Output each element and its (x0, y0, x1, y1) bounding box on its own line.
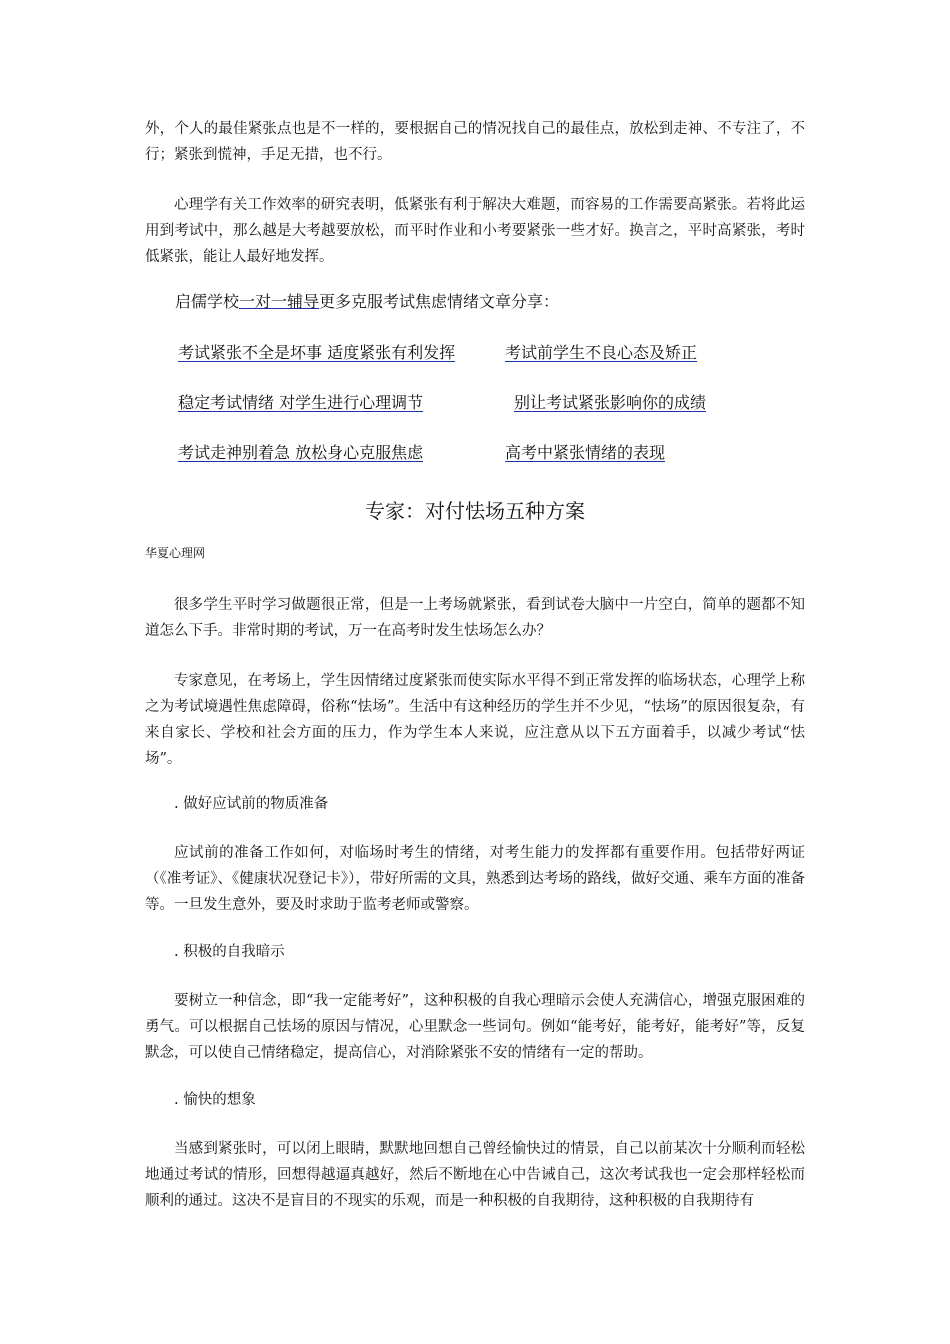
body-paragraph: 应试前的准备工作如何，对临场时考生的情绪，对考生能力的发挥都有重要作用。包括带好两证（《准考证》、《健康状况登记卡》），带好所需的文具，熟悉到达考场的路线，做好交通、乘车方面的准备等。一旦发生意外，要及时求助于监考老师或警察。 (145, 845, 805, 913)
promo-line (175, 291, 559, 313)
related-article-link[interactable]: 别让考试紧张影响你的成绩 (514, 393, 707, 412)
section-heading: . 做好应试前的物质准备 (174, 796, 329, 812)
body-paragraph: 专家意见，在考场上，学生因情绪过度紧张而使实际水平得不到正常发挥的临场状态，心理学上称之为考试境遇性焦虑障碍，俗称“怯场”。生活中有这种经历的学生并不少见，“怯场”的原因很复杂，有来自家长、学校和社会方面的压力，作为学生本人来说，应注意从以下五方面着手，以减少考试“怯场”。 (145, 673, 805, 767)
promo-suffix: 更多克服考试焦虑情绪文章分享： (319, 292, 560, 311)
section-heading: . 积极的自我暗示 (174, 944, 285, 960)
section-heading: . 愉快的想象 (174, 1092, 256, 1108)
body-paragraph: 外，个人的最佳紧张点也是不一样的，要根据自己的情况找自己的最佳点，放松到走神、不专注了，不行；紧张到慌神，手足无措，也不行。 (145, 121, 805, 163)
body-paragraph: 要树立一种信念，即“我一定能考好”，这种积极的自我心理暗示会使人充满信心，增强克服困难的勇气。可以根据自己怯场的原因与情况，心里默念一些词句。例如“能考好，能考好，能考好”等，反复默念，可以使自己情绪稳定，提高信心，对消除紧张不安的情绪有一定的帮助。 (145, 993, 805, 1061)
tutoring-link[interactable]: 一对一辅导 (239, 292, 320, 311)
article-title: 专家：对付怯场五种方案 (365, 499, 585, 523)
related-article-link[interactable]: 稳定考试情绪 对学生进行心理调节 (178, 393, 424, 412)
body-paragraph: 很多学生平时学习做题很正常，但是一上考场就紧张，看到试卷大脑中一片空白，简单的题都不知道怎么下手。非常时期的考试，万一在高考时发生怯场怎么办？ (145, 597, 805, 639)
related-article-link[interactable]: 考试紧张不全是坏事 适度紧张有利发挥 (178, 343, 456, 362)
article-source: 华夏心理网 (145, 546, 206, 560)
body-paragraph: 心理学有关工作效率的研究表明，低紧张有利于解决大难题，而容易的工作需要高紧张。若将此运用到考试中，那么越是大考越要放松，而平时作业和小考要紧张一些才好。换言之，平时高紧张，考时低紧张，能让人最好地发挥。 (145, 197, 805, 265)
related-article-link[interactable]: 考试走神别着急 放松身心克服焦虑 (178, 443, 424, 462)
related-article-link[interactable]: 高考中紧张情绪的表现 (505, 443, 666, 462)
promo-prefix: 启儒学校 (175, 292, 240, 311)
related-article-link[interactable]: 考试前学生不良心态及矫正 (505, 343, 698, 362)
body-paragraph: 当感到紧张时，可以闭上眼睛，默默地回想自己曾经愉快过的情景，自己以前某次十分顺利而轻松地通过考试的情形，回想得越逼真越好，然后不断地在心中告诫自己，这次考试我也一定会那样轻松而顺利的通过。这决不是盲目的不现实的乐观，而是一种积极的自我期待，这种积极的自我期待有 (145, 1141, 805, 1209)
